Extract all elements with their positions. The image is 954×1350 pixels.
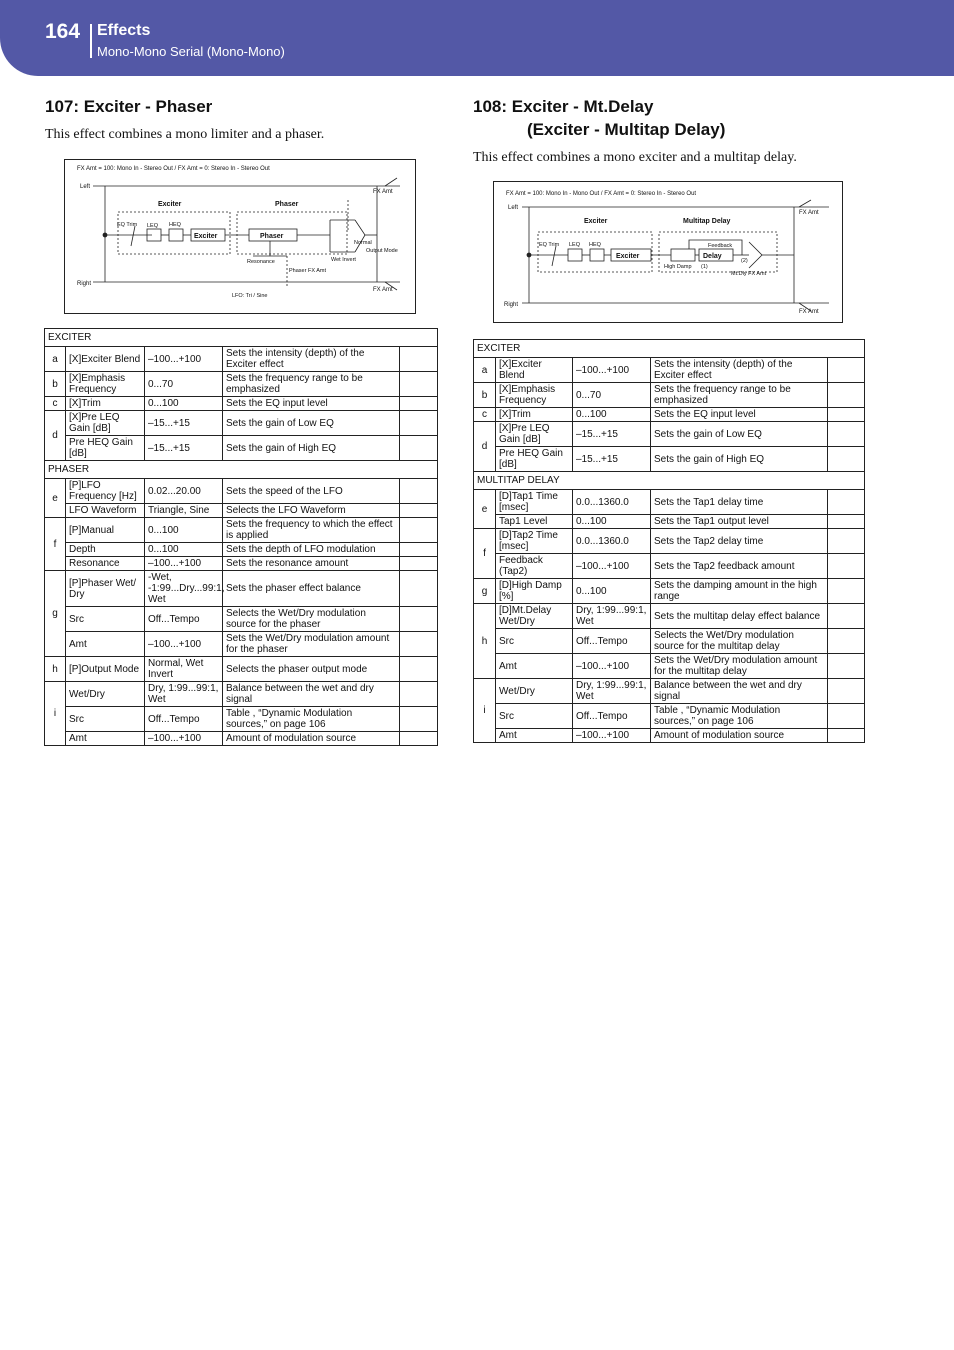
table-row: [474, 358, 865, 383]
param-name-cell: [X]Pre LEQ Gain [dB]: [496, 422, 573, 447]
param-range-cell: Dry, 1:99...99:1, Wet: [573, 604, 651, 629]
param-range-cell: –100...+100: [573, 654, 651, 679]
diagram-output-mode: Output Mode: [366, 248, 398, 254]
table-row: [45, 479, 438, 504]
param-range-cell: –100...+100: [145, 732, 223, 746]
table-row: [45, 682, 438, 707]
param-extra-cell: [828, 729, 865, 743]
diagram-lfo: LFO: Tri / Sine: [232, 293, 268, 299]
section-title-107: 107: Exciter - Phaser: [45, 97, 213, 116]
param-extra-cell: [400, 347, 438, 372]
param-extra-cell: [400, 607, 438, 632]
param-extra-cell: [400, 436, 438, 461]
diagram-phaser-block: Phaser: [260, 233, 284, 240]
param-index-cell: g: [474, 579, 496, 604]
diagram-feedback: Feedback: [708, 243, 733, 249]
param-name-cell: [P]LFO Frequency [Hz]: [66, 479, 145, 504]
table-row: [45, 543, 438, 557]
table-section-row: [45, 329, 438, 347]
param-range-cell: Normal, Wet Invert: [145, 657, 223, 682]
param-description-cell: Selects the LFO Waveform: [223, 504, 400, 518]
param-extra-cell: [400, 372, 438, 397]
param-range-cell: –15...+15: [573, 422, 651, 447]
param-extra-cell: [828, 654, 865, 679]
param-index-cell: b: [474, 383, 496, 408]
param-name-cell: [P]Manual: [66, 518, 145, 543]
param-extra-cell: [400, 571, 438, 607]
diagram-exciter-block: Exciter: [616, 253, 640, 260]
param-index-cell: h: [474, 604, 496, 679]
table-row: [474, 490, 865, 515]
table-row: [474, 729, 865, 743]
param-extra-cell: [828, 383, 865, 408]
param-extra-cell: [828, 358, 865, 383]
param-name-cell: [X]Emphasis Frequency: [496, 383, 573, 408]
param-index-cell: f: [45, 518, 66, 571]
param-name-cell: [D]Tap1 Time [msec]: [496, 490, 573, 515]
param-index-cell: i: [474, 679, 496, 743]
page-header: [0, 0, 954, 76]
diagram-phaser-section: Phaser: [275, 201, 299, 208]
section-title-108-line2: (Exciter - Multitap Delay): [527, 120, 726, 139]
table-row: [45, 571, 438, 607]
param-description-cell: Balance between the wet and dry signal: [223, 682, 400, 707]
param-index-cell: c: [45, 397, 66, 411]
diagram-leq: LEQ: [147, 223, 159, 229]
param-range-cell: 0.0...1360.0: [573, 490, 651, 515]
table-row: [474, 554, 865, 579]
diagram-fx-amt-top: FX Amt: [373, 189, 393, 195]
param-name-cell: Wet/Dry: [66, 682, 145, 707]
table-row: [45, 504, 438, 518]
param-name-cell: Src: [66, 607, 145, 632]
diagram-right-label: Right: [504, 302, 519, 308]
param-description-cell: Sets the EQ input level: [223, 397, 400, 411]
table-row: [474, 704, 865, 729]
param-name-cell: [X]Exciter Blend: [496, 358, 573, 383]
param-description-cell: Balance between the wet and dry signal: [651, 679, 828, 704]
param-range-cell: –15...+15: [573, 447, 651, 472]
param-description-cell: Sets the gain of High EQ: [223, 436, 400, 461]
param-extra-cell: [828, 447, 865, 472]
param-range-cell: 0.0...1360.0: [573, 529, 651, 554]
param-description-cell: Sets the Tap2 feedback amount: [651, 554, 828, 579]
table-row: [45, 732, 438, 746]
param-index-cell: a: [45, 347, 66, 372]
table-row: [474, 529, 865, 554]
param-description-cell: Sets the phaser effect balance: [223, 571, 400, 607]
param-index-cell: c: [474, 408, 496, 422]
param-description-cell: Amount of modulation source: [651, 729, 828, 743]
section-header-cell: EXCITER: [45, 329, 438, 347]
param-name-cell: Amt: [496, 729, 573, 743]
param-index-cell: a: [474, 358, 496, 383]
param-description-cell: Sets the gain of Low EQ: [223, 411, 400, 436]
param-description-cell: Sets the Tap2 delay time: [651, 529, 828, 554]
param-extra-cell: [400, 543, 438, 557]
param-range-cell: Off...Tempo: [573, 629, 651, 654]
param-description-cell: Sets the Tap1 delay time: [651, 490, 828, 515]
table-row: [45, 707, 438, 732]
section-header-cell: MULTITAP DELAY: [474, 472, 865, 490]
param-description-cell: Sets the speed of the LFO: [223, 479, 400, 504]
diagram-fx-amt-top: FX Amt: [799, 210, 819, 216]
diagram-resonance: Resonance: [247, 259, 275, 265]
diagram-eq-trim: EQ Trim: [539, 242, 560, 248]
param-description-cell: Sets the Tap1 output level: [651, 515, 828, 529]
param-index-cell: i: [45, 682, 66, 746]
param-extra-cell: [400, 657, 438, 682]
param-description-cell: Sets the damping amount in the high range: [651, 579, 828, 604]
table-row: [45, 372, 438, 397]
param-name-cell: [X]Trim: [496, 408, 573, 422]
param-range-cell: Dry, 1:99...99:1, Wet: [145, 682, 223, 707]
param-extra-cell: [828, 704, 865, 729]
param-name-cell: Amt: [66, 632, 145, 657]
diagram-tap1: (1): [701, 264, 708, 270]
table-row: [45, 657, 438, 682]
param-name-cell: Src: [66, 707, 145, 732]
param-range-cell: 0...70: [145, 372, 223, 397]
param-description-cell: Sets the Wet/Dry modulation amount for the phaser: [223, 632, 400, 657]
param-description-cell: Selects the Wet/Dry modulation source for the phaser: [223, 607, 400, 632]
param-description-cell: Sets the intensity (depth) of the Exciter effect: [651, 358, 828, 383]
param-index-cell: d: [474, 422, 496, 472]
param-name-cell: Depth: [66, 543, 145, 557]
param-name-cell: [X]Emphasis Frequency: [66, 372, 145, 397]
param-index-cell: h: [45, 657, 66, 682]
param-range-cell: –100...+100: [573, 358, 651, 383]
param-name-cell: Pre HEQ Gain [dB]: [66, 436, 145, 461]
param-description-cell: Sets the multitap delay effect balance: [651, 604, 828, 629]
diagram-delay-block: Delay: [703, 253, 722, 260]
param-description-cell: Sets the gain of Low EQ: [651, 422, 828, 447]
param-extra-cell: [828, 515, 865, 529]
table-row: [474, 515, 865, 529]
param-name-cell: Resonance: [66, 557, 145, 571]
param-extra-cell: [400, 732, 438, 746]
parameter-table-108: [473, 339, 865, 743]
param-extra-cell: [828, 490, 865, 515]
chapter-title: Effects: [97, 22, 151, 39]
table-row: [474, 422, 865, 447]
param-extra-cell: [400, 397, 438, 411]
table-row: [45, 397, 438, 411]
param-index-cell: e: [45, 479, 66, 518]
section-description-107: This effect combines a mono limiter and a phaser.: [45, 127, 325, 142]
param-extra-cell: [828, 408, 865, 422]
param-range-cell: –100...+100: [573, 554, 651, 579]
param-name-cell: LFO Waveform: [66, 504, 145, 518]
param-extra-cell: [400, 632, 438, 657]
diagram-caption: FX Amt = 100: Mono In - Stereo Out / FX Amt = 0: Stereo In - Stereo Out: [77, 166, 270, 172]
param-index-cell: g: [45, 571, 66, 657]
param-extra-cell: [400, 479, 438, 504]
table-section-row: [45, 461, 438, 479]
param-name-cell: [X]Exciter Blend: [66, 347, 145, 372]
table-row: [474, 383, 865, 408]
table-row: [474, 654, 865, 679]
param-name-cell: Feedback (Tap2): [496, 554, 573, 579]
param-description-cell: Sets the resonance amount: [223, 557, 400, 571]
param-range-cell: 0...100: [573, 515, 651, 529]
param-extra-cell: [828, 604, 865, 629]
param-name-cell: [D]High Damp [%]: [496, 579, 573, 604]
param-extra-cell: [400, 557, 438, 571]
param-range-cell: 0...100: [145, 397, 223, 411]
diagram-wet-invert: Wet Invert: [331, 257, 356, 263]
param-description-cell: Sets the depth of LFO modulation: [223, 543, 400, 557]
diagram-normal: Normal: [354, 240, 372, 246]
table-row: [45, 411, 438, 436]
param-extra-cell: [400, 518, 438, 543]
table-row: [45, 607, 438, 632]
param-name-cell: [X]Trim: [66, 397, 145, 411]
param-description-cell: Sets the frequency range to be emphasized: [223, 372, 400, 397]
param-description-cell: Sets the frequency to which the effect is applied: [223, 518, 400, 543]
param-description-cell: Amount of modulation source: [223, 732, 400, 746]
diagram-exciter-section: Exciter: [584, 218, 608, 225]
section-description-108: This effect combines a mono exciter and a multitap delay.: [473, 150, 797, 165]
signal-flow-diagram-107: [64, 159, 416, 314]
table-section-row: [474, 472, 865, 490]
param-description-cell: Sets the gain of High EQ: [651, 447, 828, 472]
param-range-cell: 0...100: [145, 518, 223, 543]
param-extra-cell: [828, 579, 865, 604]
param-range-cell: Off...Tempo: [573, 704, 651, 729]
param-range-cell: Dry, 1:99...99:1, Wet: [573, 679, 651, 704]
param-range-cell: –100...+100: [573, 729, 651, 743]
table-row: [45, 436, 438, 461]
diagram-mtdly-fx-amt: Mt.Dly FX Amt: [731, 271, 767, 277]
diagram-left-label: Left: [80, 184, 91, 190]
param-name-cell: [P]Output Mode: [66, 657, 145, 682]
param-name-cell: [D]Tap2 Time [msec]: [496, 529, 573, 554]
param-description-cell: Sets the Wet/Dry modulation amount for the multitap delay: [651, 654, 828, 679]
diagram-heq: HEQ: [169, 222, 181, 228]
diagram-phaser-fx-amt: Phaser FX Amt: [289, 268, 326, 274]
param-range-cell: –100...+100: [145, 347, 223, 372]
diagram-exciter-block: Exciter: [194, 233, 218, 240]
param-description-cell: Selects the Wet/Dry modulation source for the multitap delay: [651, 629, 828, 654]
table-row: [474, 408, 865, 422]
param-range-cell: 0...100: [573, 408, 651, 422]
param-range-cell: Triangle, Sine: [145, 504, 223, 518]
diagram-eq-trim: EQ Trim: [117, 222, 138, 228]
param-name-cell: Amt: [66, 732, 145, 746]
diagram-exciter-section: Exciter: [158, 201, 182, 208]
diagram-heq: HEQ: [589, 242, 601, 248]
param-extra-cell: [400, 504, 438, 518]
table-row: [474, 679, 865, 704]
param-description-cell: Sets the EQ input level: [651, 408, 828, 422]
diagram-leq: LEQ: [569, 242, 581, 248]
param-range-cell: –15...+15: [145, 436, 223, 461]
param-extra-cell: [828, 679, 865, 704]
param-index-cell: b: [45, 372, 66, 397]
param-extra-cell: [828, 554, 865, 579]
table-row: [45, 557, 438, 571]
param-index-cell: f: [474, 529, 496, 579]
diagram-fx-amt-bottom: FX Amt: [373, 287, 393, 293]
param-range-cell: –100...+100: [145, 632, 223, 657]
param-range-cell: –100...+100: [145, 557, 223, 571]
param-range-cell: 0...70: [573, 383, 651, 408]
diagram-fx-amt-bottom: FX Amt: [799, 309, 819, 315]
param-range-cell: 0.02...20.00: [145, 479, 223, 504]
param-name-cell: [D]Mt.Delay Wet/Dry: [496, 604, 573, 629]
param-extra-cell: [400, 411, 438, 436]
param-extra-cell: [828, 529, 865, 554]
header-divider: [90, 24, 92, 58]
table-row: [45, 347, 438, 372]
param-description-cell: Table , “Dynamic Modulation sources,” on page 106: [651, 704, 828, 729]
param-range-cell: 0...100: [573, 579, 651, 604]
table-row: [45, 632, 438, 657]
diagram-caption: FX Amt = 100: Mono In - Mono Out / FX Amt = 0: Stereo In - Stereo Out: [506, 191, 697, 197]
param-range-cell: Off...Tempo: [145, 707, 223, 732]
parameter-table-107: [44, 328, 438, 746]
param-index-cell: d: [45, 411, 66, 461]
param-index-cell: e: [474, 490, 496, 529]
section-header-cell: PHASER: [45, 461, 438, 479]
param-extra-cell: [828, 629, 865, 654]
chapter-subtitle: Mono-Mono Serial (Mono-Mono): [97, 44, 285, 59]
diagram-high-damp: High Damp: [664, 264, 692, 270]
diagram-right-label: Right: [77, 281, 92, 287]
param-description-cell: Sets the frequency range to be emphasized: [651, 383, 828, 408]
param-description-cell: Table , “Dynamic Modulation sources,” on page 106: [223, 707, 400, 732]
section-header-cell: EXCITER: [474, 340, 865, 358]
param-name-cell: Wet/Dry: [496, 679, 573, 704]
param-name-cell: Src: [496, 704, 573, 729]
param-name-cell: [P]Phaser Wet/ Dry: [66, 571, 145, 607]
table-row: [474, 629, 865, 654]
param-description-cell: Selects the phaser output mode: [223, 657, 400, 682]
table-row: [474, 604, 865, 629]
diagram-delay-section: Multitap Delay: [683, 218, 731, 225]
section-title-108: 108: Exciter - Mt.Delay: [473, 97, 654, 116]
param-range-cell: 0...100: [145, 543, 223, 557]
param-name-cell: Tap1 Level: [496, 515, 573, 529]
param-name-cell: Pre HEQ Gain [dB]: [496, 447, 573, 472]
diagram-tap2: (2): [741, 258, 748, 264]
diagram-left-label: Left: [508, 205, 519, 211]
param-extra-cell: [828, 422, 865, 447]
param-extra-cell: [400, 707, 438, 732]
table-row: [474, 579, 865, 604]
param-name-cell: [X]Pre LEQ Gain [dB]: [66, 411, 145, 436]
table-row: [474, 447, 865, 472]
param-name-cell: Src: [496, 629, 573, 654]
table-row: [45, 518, 438, 543]
param-range-cell: -Wet, -1:99...Dry...99:1, Wet: [145, 571, 223, 607]
param-range-cell: Off...Tempo: [145, 607, 223, 632]
param-range-cell: –15...+15: [145, 411, 223, 436]
param-description-cell: Sets the intensity (depth) of the Exciter effect: [223, 347, 400, 372]
table-section-row: [474, 340, 865, 358]
param-name-cell: Amt: [496, 654, 573, 679]
page-number: 164: [45, 20, 81, 43]
signal-flow-diagram-108: [493, 181, 843, 323]
param-extra-cell: [400, 682, 438, 707]
